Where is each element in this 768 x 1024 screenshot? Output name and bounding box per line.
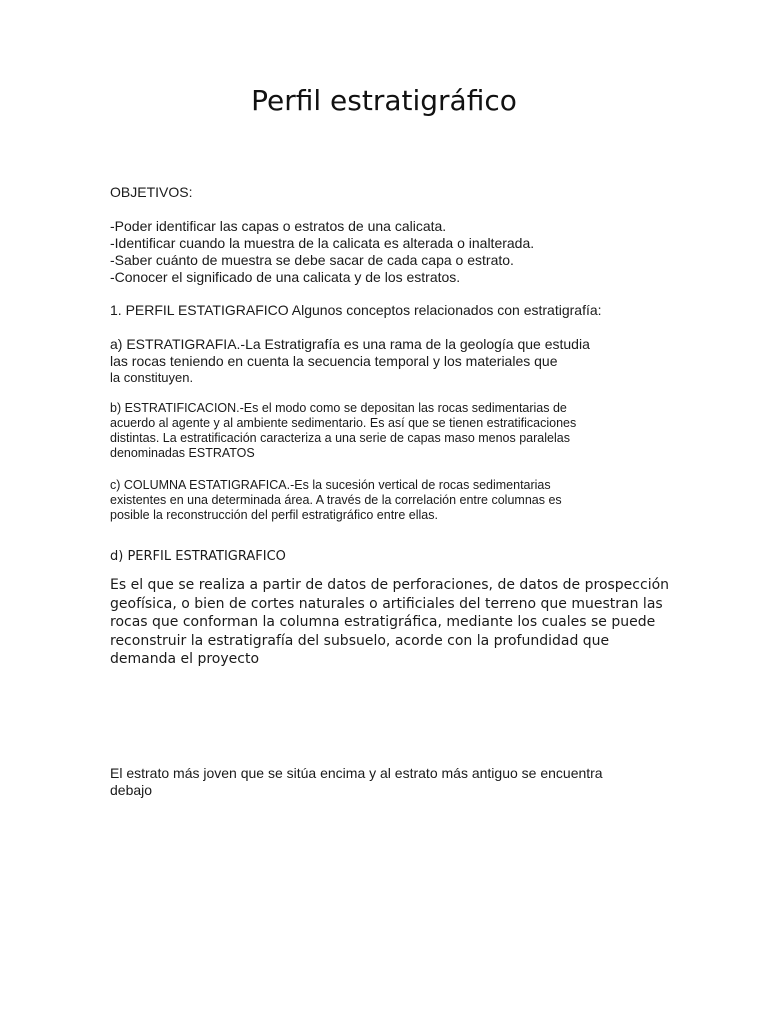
section-1-heading: 1. PERFIL ESTATIGRAFICO Algunos conceptos relacionados con estratigrafía:: [110, 302, 602, 318]
paragraph-c-line: posible la reconstrucción del perfil estratigráfico entre ellas.: [110, 508, 438, 522]
objetivos-heading: OBJETIVOS:: [110, 184, 193, 200]
closing-line: debajo: [110, 782, 153, 798]
paragraph-a: [110, 336, 670, 385]
paragraph-c: [110, 478, 670, 523]
closing-line: El estrato más joven que se sitúa encima y al estrato más antiguo se encuentra: [110, 765, 603, 781]
paragraph-d-line: Es el que se realiza a partir de datos de perforaciones, de datos de prospección: [110, 577, 670, 593]
paragraph-d: [110, 576, 670, 669]
paragraph-d-line: reconstruir la estratigrafía del subsuelo, acorde con la profundidad que: [110, 632, 610, 649]
section-d-heading: d) PERFIL ESTRATIGRAFICO: [110, 549, 286, 564]
objetivo-item: -Conocer el significado de una calicata y de los estratos.: [110, 269, 461, 285]
objetivos-list: [110, 218, 670, 286]
paragraph-b-line: denominadas ESTRATOS: [110, 446, 255, 460]
paragraph-a-line: a) ESTRATIGRAFIA.-La Estratigrafía es una rama de la geología que estudia: [110, 336, 590, 352]
paragraph-c-line: c) COLUMNA ESTATIGRAFICA.-Es la sucesión vertical de rocas sedimentarias: [110, 478, 551, 492]
closing-paragraph: [110, 765, 670, 799]
paragraph-d-line: geofísica, o bien de cortes naturales o artificiales del terreno que muestran las: [110, 595, 663, 612]
paragraph-b: [110, 401, 670, 461]
objetivo-item: -Identificar cuando la muestra de la calicata es alterada o inalterada.: [110, 235, 535, 251]
paragraph-b-line: acuerdo al agente y al ambiente sedimentario. Es así que se tienen estratificaciones: [110, 416, 577, 430]
paragraph-d-line: rocas que conforman la columna estratigráfica, mediante los cuales se puede: [110, 614, 656, 630]
paragraph-a-line: las rocas teniendo en cuenta la secuencia temporal y los materiales que: [110, 353, 558, 369]
paragraph-c-line: existentes en una determinada área. A través de la correlación entre columnas es: [110, 493, 562, 507]
objetivo-item: -Saber cuánto de muestra se debe sacar de cada capa o estrato.: [110, 252, 514, 268]
objetivo-item: -Poder identificar las capas o estratos de una calicata.: [110, 218, 447, 234]
document-title: Perfil estratigráfico: [251, 84, 517, 117]
paragraph-a-line: la constituyen.: [110, 370, 194, 385]
paragraph-d-line: demanda el proyecto: [110, 651, 260, 667]
paragraph-b-line: b) ESTRATIFICACION.-Es el modo como se depositan las rocas sedimentarias de: [110, 401, 567, 415]
paragraph-b-line: distintas. La estratificación caracteriza a una serie de capas maso menos paralelas: [110, 431, 570, 445]
